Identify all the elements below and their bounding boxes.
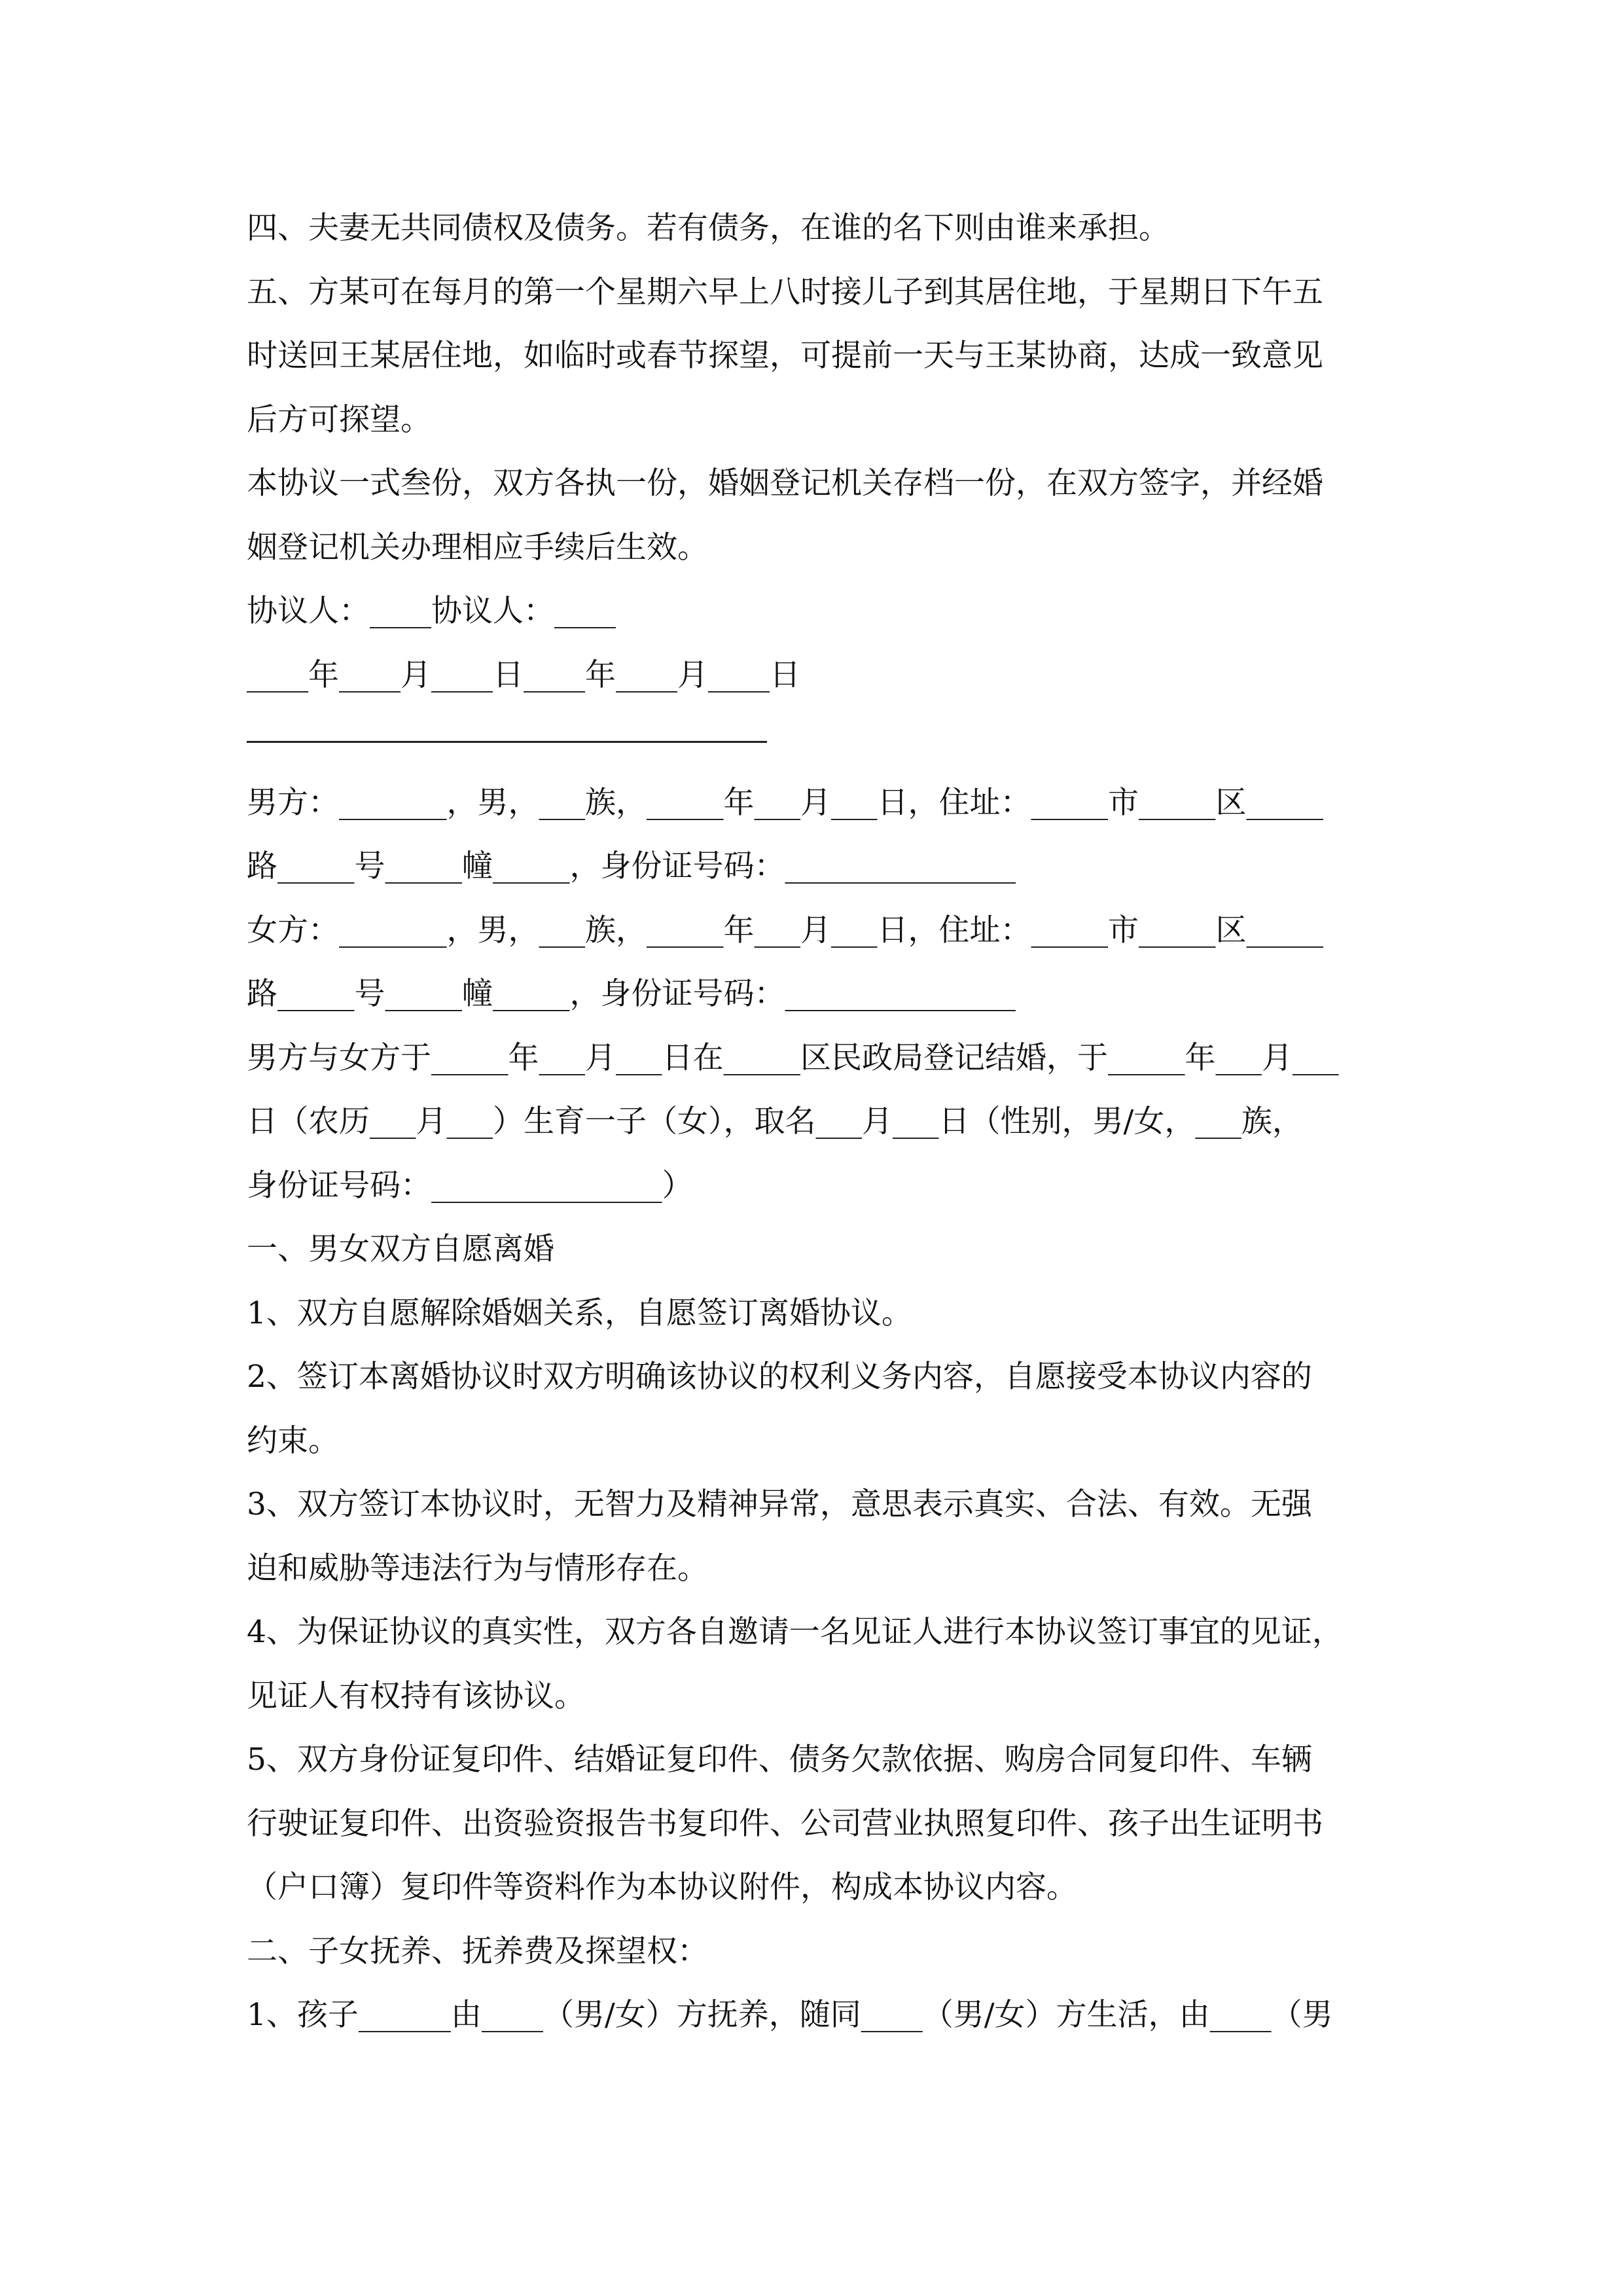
text-line: 身份证号码：_______________） (247, 1167, 693, 1204)
text-line: 约束。 (247, 1422, 339, 1459)
section-heading: 一、男女双方自愿离婚 (247, 1231, 554, 1267)
text-line: 四、夫妻无共同债权及债务。若有债务，在谁的名下则由谁来承担。 (247, 210, 1169, 246)
date-line: ____年____月____日____年____月____日 (247, 656, 800, 693)
text-line: 日（农历___月___）生育一子（女），取名___月___日（性别，男/女，___族， (247, 1103, 1303, 1139)
text-line: 1、孩子______由____（男/女）方抚养，随同____（男/女）方生活，由____（男 (247, 1997, 1333, 2033)
text-line: 行驶证复印件、出资验资报告书复印件、公司营业执照复印件、孩子出生证明书 (247, 1805, 1323, 1842)
text-line: 后方可探望。 (247, 401, 431, 438)
document-body (247, 196, 1382, 2047)
text-line: 女方：_______，男，___族，_____年___月___日，住址：_____市_____区_____ (247, 912, 1323, 948)
text-line: （户口簿）复印件等资料作为本协议附件，构成本协议内容。 (247, 1869, 1077, 1905)
text-line: 路_____号_____幢_____，身份证号码：_______________ (247, 976, 1016, 1012)
text-line: 男方：_______，男，___族，_____年___月___日，住址：_____市_____区_____ (247, 784, 1323, 821)
section-heading: 二、子女抚养、抚养费及探望权： (247, 1933, 708, 1969)
text-line: 姻登记机关办理相应手续后生效。 (247, 529, 708, 565)
text-line: 五、方某可在每月的第一个星期六早上八时接儿子到其居住地，于星期日下午五 (247, 274, 1323, 310)
text-line: 3、双方签订本协议时，无智力及精神异常，意思表示真实、合法、有效。无强 (247, 1486, 1312, 1522)
text-line: 本协议一式叁份，双方各执一份，婚姻登记机关存档一份，在双方签字，并经婚 (247, 465, 1323, 501)
divider-bar (247, 741, 767, 743)
text-line: 4、为保证协议的真实性，双方各自邀请一名见证人进行本协议签订事宜的见证， (247, 1614, 1343, 1650)
text-line: 1、双方自愿解除婚姻关系，自愿签订离婚协议。 (247, 1295, 912, 1331)
text-line: 5、双方身份证复印件、结婚证复印件、债务欠款依据、购房合同复印件、车辆 (247, 1742, 1312, 1778)
text-line: 路_____号_____幢_____，身份证号码：_______________ (247, 848, 1016, 884)
text-line: 迫和威胁等违法行为与情形存在。 (247, 1550, 708, 1587)
horizontal-divider (247, 707, 1382, 771)
text-line: 见证人有权持有该协议。 (247, 1677, 585, 1714)
text-line: 2、签订本离婚协议时双方明确该协议的权利义务内容，自愿接受本协议内容的 (247, 1359, 1312, 1395)
signature-line: 协议人：____协议人：____ (247, 593, 616, 629)
text-line: 男方与女方于_____年___月___日在_____区民政局登记结婚，于_____年___月___ (247, 1039, 1339, 1076)
text-line: 时送回王某居住地，如临时或春节探望，可提前一天与王某协商，达成一致意见 (247, 338, 1323, 374)
